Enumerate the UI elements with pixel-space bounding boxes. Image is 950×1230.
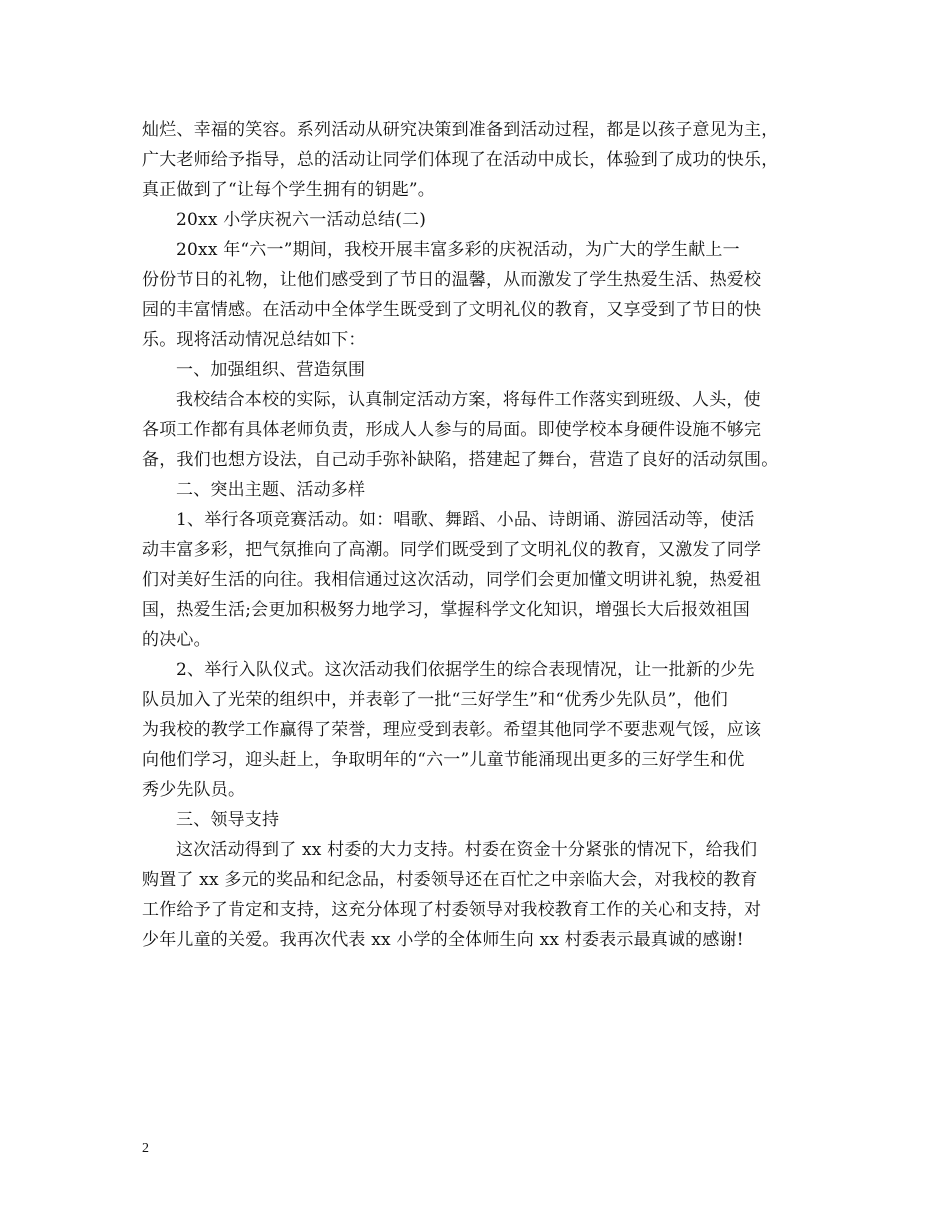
text-line: 少年儿童的关爱。我再次代表 xx 小学的全体师生向 xx 村委表示最真诚的感谢!: [142, 930, 744, 950]
text-line: 工作给予了肯定和支持，这充分体现了村委领导对我校教育工作的关心和支持，对: [142, 900, 762, 920]
text-line: 份份节日的礼物，让他们感受到了节日的温馨，从而激发了学生热爱生活、热爱校: [142, 270, 762, 290]
text-line: 向他们学习，迎头赶上，争取明年的“六一”儿童节能涌现出更多的三好学生和优: [142, 750, 745, 770]
page-number: 2: [142, 1141, 149, 1156]
text-line: 为我校的教学工作赢得了荣誉，理应受到表彰。希望其他同学不要悲观气馁，应该: [142, 720, 762, 740]
text-line: 购置了 xx 多元的奖品和纪念品，村委领导还在百忙之中亲临大会，对我校的教育: [142, 870, 758, 890]
paragraph-start-line: 1、举行各项竞赛活动。如：唱歌、舞蹈、小品、诗朗诵、游园活动等，使活: [176, 510, 755, 530]
paragraph-start-line: 2、举行入队仪式。这次活动我们依据学生的综合表现情况，让一批新的少先: [176, 660, 755, 680]
text-line: 真正做到了“让每个学生拥有的钥匙”。: [142, 180, 435, 200]
text-line: 队员加入了光荣的组织中，并表彰了一批“三好学生”和“优秀少先队员”，他们: [142, 690, 728, 710]
paragraph-start-line: 20xx 小学庆祝六一活动总结(二): [176, 210, 427, 230]
text-line: 广大老师给予指导，总的活动让同学们体现了在活动中成长，体验到了成功的快乐，: [142, 150, 779, 170]
paragraph-start-line: 20xx 年“六一”期间，我校开展丰富多彩的庆祝活动，为广大的学生献上一: [176, 240, 740, 260]
paragraph-start-line: 二、突出主题、活动多样: [176, 480, 366, 500]
text-line: 园的丰富情感。在活动中全体学生既受到了文明礼仪的教育，又享受到了节日的快: [142, 300, 762, 320]
paragraph-start-line: 一、加强组织、营造氛围: [176, 360, 366, 380]
text-line: 们对美好生活的向往。我相信通过这次活动，同学们会更加懂文明讲礼貌，热爱祖: [142, 570, 762, 590]
text-line: 灿烂、幸福的笑容。系列活动从研究决策到准备到活动过程，都是以孩子意见为主，: [142, 120, 779, 140]
text-line: 备，我们也想方设法，自己动手弥补缺陷，搭建起了舞台，营造了良好的活动氛围。: [142, 450, 779, 470]
document-body: [142, 115, 814, 955]
text-line: 的决心。: [142, 630, 211, 650]
text-line: 国，热爱生活;会更加积极努力地学习，掌握科学文化知识，增强长大后报效祖国: [142, 600, 750, 620]
paragraph-start-line: 这次活动得到了 xx 村委的大力支持。村委在资金十分紧张的情况下，给我们: [176, 840, 758, 860]
text-line: 乐。现将活动情况总结如下：: [142, 330, 366, 350]
paragraph-start-line: 三、领导支持: [176, 810, 280, 830]
text-line: 动丰富多彩，把气氛推向了高潮。同学们既受到了文明礼仪的教育，又激发了同学: [142, 540, 762, 560]
text-line: 秀少先队员。: [142, 780, 246, 800]
paragraph-start-line: 我校结合本校的实际，认真制定活动方案，将每件工作落实到班级、人头，使: [176, 390, 761, 410]
text-line: 各项工作都有具体老师负责，形成人人参与的局面。即使学校本身硬件设施不够完: [142, 420, 762, 440]
